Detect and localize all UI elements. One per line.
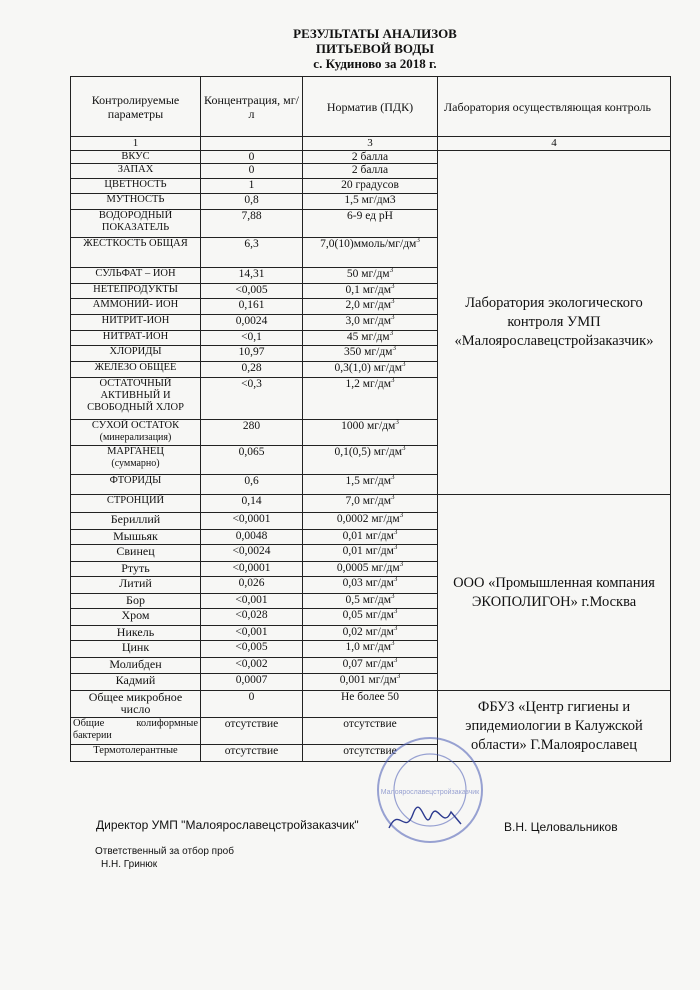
param-name: Кадмий [115,673,156,687]
norm-value: 0,001 мг/дм [339,674,397,686]
param-name: СТРОНЦИЙ [106,495,165,506]
param-name: Ртуть [121,561,150,575]
unit-superscript: 3 [393,656,398,665]
norm-cell [303,420,438,446]
norm-value: 1000 мг/дм [341,420,396,432]
concentration-cell: <0,005 [201,284,303,299]
concentration-cell: <0,0001 [201,562,303,577]
param-name: Свинец [116,544,155,558]
norm-value: 0,02 мг/дм [342,626,394,638]
param-cell [71,164,201,179]
results-table [70,76,671,762]
param-name: СУЛЬФАТ – ИОН [95,268,176,279]
norm-cell [303,513,438,530]
norm-value: 0,3(1,0) мг/дм [334,362,403,374]
concentration-cell: <0,001 [201,626,303,641]
stamp-text: Малоярославецстройзаказчик [380,789,480,796]
norm-value: 3,0 мг/дм [345,315,392,327]
param-name: ЖЕЛЕЗО ОБЩЕЕ [94,362,177,373]
param-cell [71,151,201,164]
unit-superscript: 3 [391,313,395,322]
param-cell [71,626,201,641]
param-name: МАРГАНЕЦ [107,446,164,457]
param-cell [71,530,201,545]
param-cell [71,594,201,609]
table-row [71,495,671,513]
unit-superscript: 3 [393,528,398,537]
norm-value: 0,07 мг/дм [342,658,394,670]
norm-value: 45 мг/дм [346,331,390,343]
norm-cell [303,446,438,475]
responsible-block [95,845,234,871]
norm-cell [303,562,438,577]
col-number: 3 [303,137,438,151]
norm-cell [303,331,438,346]
norm-cell [303,626,438,641]
param-cell [71,315,201,331]
norm-cell [303,475,438,495]
param-cell [71,691,201,718]
param-name: Термотолерантные [93,745,178,756]
param-cell [71,674,201,691]
norm-value: 0,5 мг/дм [345,594,392,606]
norm-value: 20 градусов [341,179,399,191]
concentration-cell: 0,0048 [201,530,303,545]
unit-superscript: 3 [402,360,406,369]
param-name: ВОДОРОДНЫЙ ПОКАЗАТЕЛЬ [98,210,173,233]
norm-cell [303,164,438,179]
param-name: ОСТАТОЧНЫЙ АКТИВНЫЙ И СВОБОДНЫЙ ХЛОР [87,378,184,413]
norm-value: 350 мг/дм [344,346,393,358]
concentration-cell: 280 [201,420,303,446]
unit-superscript: 3 [393,624,398,633]
norm-value: отсутствие [343,718,397,730]
param-word: колиформные [136,718,198,729]
concentration-cell: 0,6 [201,475,303,495]
concentration-cell: 1 [201,179,303,194]
param-name: ЖЕСТКОСТЬ ОБЩАЯ [83,238,188,249]
norm-cell [303,594,438,609]
param-cell [71,718,201,745]
unit-superscript: 3 [389,329,394,338]
param-cell [71,745,201,762]
norm-value: 2 балла [351,151,389,163]
param-name: ЗАПАХ [117,164,154,175]
norm-cell [303,284,438,299]
param-name: НИТРИТ-ИОН [101,315,170,326]
col-number: 4 [438,137,671,151]
unit-superscript: 3 [396,672,401,681]
param-subname: бактерии [73,730,112,741]
norm-cell [303,641,438,658]
concentration-cell: 0,161 [201,299,303,315]
param-subname: (суммарно) [111,458,160,469]
concentration-cell: <0,0024 [201,545,303,562]
param-cell [71,362,201,378]
norm-value: 0,1(0,5) мг/дм [334,446,403,458]
norm-value: 0,05 мг/дм [342,609,394,621]
norm-cell [303,378,438,420]
header-lab: Лаборатория осуществляющая контроль [438,77,671,137]
concentration-cell: <0,001 [201,594,303,609]
norm-cell [303,194,438,210]
norm-value: 1,0 мг/дм [345,641,392,653]
norm-cell [303,658,438,674]
param-cell [71,609,201,626]
param-name: ФТОРИДЫ [109,475,162,486]
concentration-cell: <0,028 [201,609,303,626]
unit-superscript: 3 [391,473,395,482]
norm-cell [303,238,438,268]
norm-value: 7,0(10)ммоль/мг/дм [320,238,417,250]
concentration-cell: <0,1 [201,331,303,346]
norm-value: 50 мг/дм [346,268,390,280]
concentration-cell: 0 [201,164,303,179]
table-row [71,151,671,164]
norm-value: 0,01 мг/дм [342,530,394,542]
lab-cell: ФБУЗ «Центр гигиены и эпидемиологии в Калужской области» Г.Малоярославец [438,691,671,762]
param-cell [71,658,201,674]
param-name: Мышьяк [113,529,158,543]
concentration-cell: <0,0001 [201,513,303,530]
unit-superscript: 3 [395,418,399,427]
unit-superscript: 3 [399,511,404,520]
lab-cell: Лаборатория экологического контроля УМП «Малоярославецстройзаказчик» [438,151,671,495]
col-number [201,137,303,151]
title-line-2: ПИТЬЕВОЙ ВОДЫ [315,41,435,56]
norm-cell [303,530,438,545]
unit-superscript: 3 [393,575,398,584]
norm-value: 6-9 ед рН [347,210,393,222]
unit-superscript: 3 [393,543,398,552]
param-cell [71,577,201,594]
col-number: 1 [71,137,201,151]
param-name: Никель [116,625,155,639]
lab-cell: ООО «Промышленная компания ЭКОПОЛИГОН» г.Москва [438,495,671,691]
norm-value: 0,1 мг/дм [345,284,392,296]
concentration-cell: отсутствие [201,745,303,762]
concentration-cell: 0,0024 [201,315,303,331]
norm-cell [303,151,438,164]
header-param: Контролируемые параметры [71,77,201,137]
signature [385,802,465,838]
concentration-cell: <0,005 [201,641,303,658]
unit-superscript: 3 [391,639,395,648]
header-norm: Норматив (ПДК) [303,77,438,137]
unit-superscript: 3 [393,607,398,616]
concentration-cell: 14,31 [201,268,303,284]
param-name: НИТРАТ-ИОН [102,331,169,342]
unit-superscript: 3 [391,282,395,291]
param-name: Молибден [109,657,162,671]
concentration-cell: 6,3 [201,238,303,268]
param-cell [71,179,201,194]
unit-superscript: 3 [391,297,395,306]
unit-superscript: 3 [416,236,420,245]
norm-value: 7,0 мг/дм [345,495,392,507]
param-name: НЕТЕПРОДУКТЫ [93,284,178,295]
param-cell [71,378,201,420]
norm-value: 0,03 мг/дм [342,577,394,589]
title-line-3: с. Кудиново за 2018 г. [313,56,437,71]
document-title [0,26,700,71]
unit-superscript: 3 [402,444,406,453]
norm-value: 0,0002 мг/дм [336,513,400,525]
param-cell [71,641,201,658]
concentration-cell: 0,14 [201,495,303,513]
norm-cell [303,691,438,718]
param-name: МУТНОСТЬ [106,194,165,205]
param-cell [71,562,201,577]
concentration-cell: 0,28 [201,362,303,378]
norm-value: 1,5 мг/дм3 [344,194,396,206]
norm-value: отсутствие [343,745,397,757]
header-row [71,77,671,137]
table-row [71,691,671,718]
director-name: В.Н. Целовальников [504,820,618,834]
unit-superscript: 3 [399,560,404,569]
param-name: Хром [121,608,150,622]
norm-cell [303,268,438,284]
norm-cell [303,315,438,331]
header-concentration: Концентрация, мг/л [201,77,303,137]
param-cell [71,210,201,238]
concentration-cell: <0,002 [201,658,303,674]
param-name: СУХОЙ ОСТАТОК [91,420,180,431]
norm-value: 2,0 мг/дм [345,299,392,311]
param-name: Литий [119,576,152,590]
param-subname: (минерализация) [99,432,172,443]
unit-superscript: 3 [392,344,396,353]
norm-value: Не более 50 [340,691,400,703]
norm-value: 0,0005 мг/дм [336,562,400,574]
param-cell [71,238,201,268]
concentration-cell: 0 [201,151,303,164]
unit-superscript: 3 [389,266,394,275]
param-cell [71,495,201,513]
responsible-name: Н.Н. Гринюк [101,859,158,870]
norm-value: 0,01 мг/дм [342,545,394,557]
director-title: Директор УМП "Малоярославецстройзаказчик" [96,818,359,832]
norm-value: 2 балла [351,164,389,176]
param-cell [71,299,201,315]
unit-superscript: 3 [391,592,395,601]
concentration-cell: 0 [201,691,303,718]
param-word: Общие [73,718,105,729]
norm-cell [303,577,438,594]
responsible-title: Ответственный за отбор проб [95,846,234,857]
norm-cell [303,299,438,315]
unit-superscript: 3 [391,376,395,385]
param-cell [71,268,201,284]
column-number-row [71,137,671,151]
param-name: Бор [126,593,145,607]
norm-cell [303,346,438,362]
concentration-cell: отсутствие [201,718,303,745]
param-name: ВКУС [121,151,150,162]
norm-value: 1,2 мг/дм [345,378,392,390]
param-cell [71,475,201,495]
norm-cell [303,179,438,194]
param-cell [71,284,201,299]
param-cell [71,331,201,346]
param-name: ЦВЕТНОСТЬ [104,179,167,190]
title-line-1: РЕЗУЛЬТАТЫ АНАЛИЗОВ [293,26,457,41]
concentration-cell: 0,065 [201,446,303,475]
norm-cell [303,545,438,562]
concentration-cell: <0,3 [201,378,303,420]
norm-cell [303,362,438,378]
param-name: Бериллий [110,512,161,526]
param-name: ХЛОРИДЫ [109,346,162,357]
concentration-cell: 0,026 [201,577,303,594]
norm-value: 1,5 мг/дм [345,475,392,487]
param-cell [71,346,201,362]
param-name: Общее микробное число [88,690,183,716]
norm-cell [303,210,438,238]
param-cell [71,446,201,475]
param-cell [71,420,201,446]
concentration-cell: 0,0007 [201,674,303,691]
unit-superscript: 3 [391,493,395,502]
norm-cell [303,609,438,626]
concentration-cell: 0,8 [201,194,303,210]
param-cell [71,545,201,562]
norm-cell [303,495,438,513]
param-name: Цинк [121,640,150,654]
concentration-cell: 10,97 [201,346,303,362]
param-cell [71,513,201,530]
param-cell [71,194,201,210]
param-name: АММОНИЙ- ИОН [92,299,179,310]
norm-cell [303,674,438,691]
concentration-cell: 7,88 [201,210,303,238]
